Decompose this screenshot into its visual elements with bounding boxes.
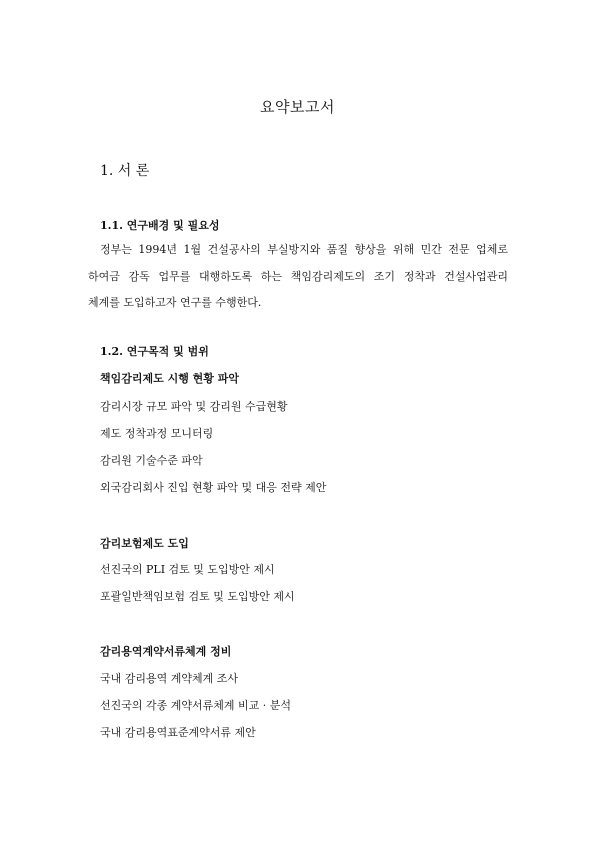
subsection-heading-background: 1.1. 연구배경 및 필요성 bbox=[100, 219, 220, 232]
paragraph-line: 정부는 1994년 1월 건설공사의 부실방지와 품질 향상을 위해 민간 전문 업체로 bbox=[100, 243, 508, 256]
document-title: 요약보고서 bbox=[260, 98, 335, 116]
list-item: 감리시장 규모 파악 및 감리원 수급현황 bbox=[100, 400, 288, 413]
list-item: 국내 감리용역표준계약서류 제안 bbox=[100, 726, 256, 739]
list-item: 선진국의 PLI 검토 및 도입방안 제시 bbox=[100, 563, 275, 576]
group-heading: 책임감리제도 시행 현황 파악 bbox=[100, 372, 239, 385]
paragraph-line: 하여금 감독 업무를 대행하도록 하는 책임감리제도의 조기 정착과 건설사업관리 bbox=[88, 269, 508, 283]
list-item: 선진국의 각종 계약서류체계 비교 · 분석 bbox=[100, 699, 291, 712]
list-item: 포괄일반책임보험 검토 및 도입방안 제시 bbox=[100, 590, 295, 603]
group-heading: 감리용역계약서류체계 정비 bbox=[100, 645, 232, 658]
list-item: 국내 감리용역 계약체계 조사 bbox=[100, 672, 239, 685]
subsection-heading-purpose: 1.2. 연구목적 및 범위 bbox=[100, 345, 209, 358]
section-heading: 1. 서 론 bbox=[100, 163, 150, 179]
list-item: 제도 정착과정 모니터링 bbox=[100, 427, 214, 440]
group-heading: 감리보험제도 도입 bbox=[100, 537, 189, 550]
list-item: 외국감리회사 진입 현황 파악 및 대응 전략 제안 bbox=[100, 481, 327, 494]
list-item: 감리원 기술수준 파악 bbox=[100, 454, 203, 467]
background-paragraph bbox=[88, 237, 508, 317]
paragraph-line: 체계를 도입하고자 연구를 수행한다. bbox=[88, 296, 262, 309]
